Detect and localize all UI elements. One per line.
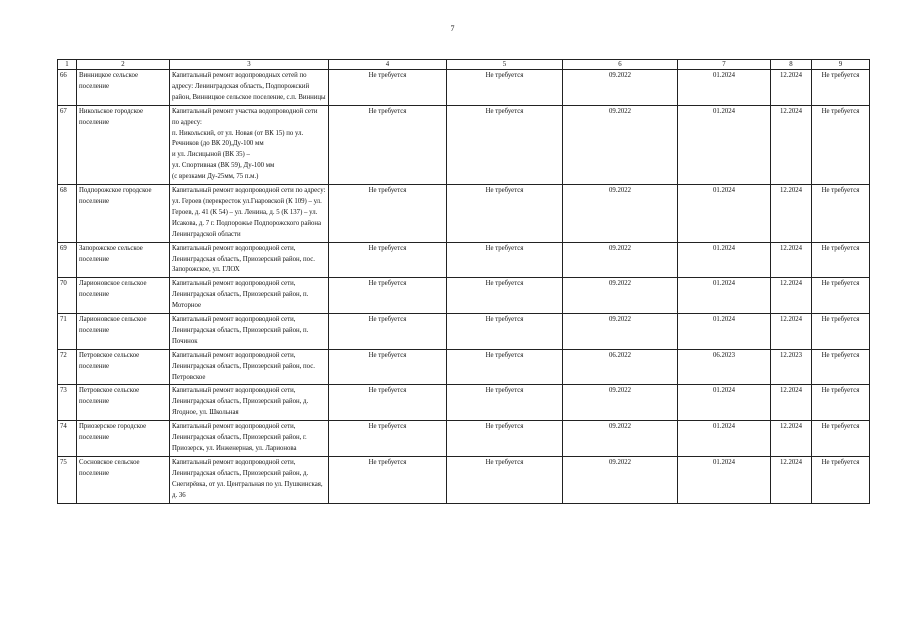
header-cell-8: 8 (771, 60, 812, 70)
table-row (58, 421, 870, 457)
settlement-cell: Сосновское сельское поселение (77, 456, 170, 503)
col9-cell: Не требуется (812, 385, 870, 421)
col9-cell: Не требуется (812, 185, 870, 243)
col8-cell: 12.2024 (771, 314, 812, 350)
object-cell: Капитальный ремонт водопроводной сети, Ленинградская область, Приозерский район, п. Починок (170, 314, 329, 350)
page-number: 7 (450, 24, 455, 33)
col7-cell: 01.2024 (678, 456, 771, 503)
header-cell-3: 3 (170, 60, 329, 70)
col7-cell: 06.2023 (678, 349, 771, 385)
col5-cell: Не требуется (447, 421, 563, 457)
col5-cell: Не требуется (447, 314, 563, 350)
col5-cell: Не требуется (447, 456, 563, 503)
table-row (58, 105, 870, 184)
col7-cell: 01.2024 (678, 421, 771, 457)
col6-cell: 06.2022 (563, 349, 678, 385)
row-number: 68 (58, 185, 77, 243)
col5-cell: Не требуется (447, 105, 563, 184)
settlement-cell: Приозерское городское поселение (77, 421, 170, 457)
row-number: 73 (58, 385, 77, 421)
row-number: 74 (58, 421, 77, 457)
settlement-cell: Запорожское сельское поселение (77, 242, 170, 278)
table-row (58, 278, 870, 314)
col9-cell: Не требуется (812, 456, 870, 503)
object-cell: Капитальный ремонт участка водопроводной сети по адресу: п. Никольский, от ул. Новая (от ВК 15) по ул. Речников (до ВК 20),Ду-100 мм и ул. Лисицыной (ВК 35) – ул. Спортивная (ВК 59), Ду-100 мм (с врезками Ду-25мм, 75 п.м.) (170, 105, 329, 184)
col8-cell: 12.2024 (771, 105, 812, 184)
col8-cell: 12.2024 (771, 278, 812, 314)
col5-cell: Не требуется (447, 349, 563, 385)
col9-cell: Не требуется (812, 278, 870, 314)
col8-cell: 12.2023 (771, 349, 812, 385)
col4-cell: Не требуется (329, 456, 447, 503)
col9-cell: Не требуется (812, 105, 870, 184)
header-cell-6: 6 (563, 60, 678, 70)
col6-cell: 09.2022 (563, 105, 678, 184)
col4-cell: Не требуется (329, 185, 447, 243)
row-number: 69 (58, 242, 77, 278)
col4-cell: Не требуется (329, 385, 447, 421)
row-number: 67 (58, 105, 77, 184)
object-cell: Капитальный ремонт водопроводной сети, Ленинградская область, Приозерский район, д. Снегирёвка, от ул. Центральная по ул. Пушкинская, д. 36 (170, 456, 329, 503)
col9-cell: Не требуется (812, 70, 870, 106)
header-cell-5: 5 (447, 60, 563, 70)
col8-cell: 12.2024 (771, 456, 812, 503)
col4-cell: Не требуется (329, 278, 447, 314)
col9-cell: Не требуется (812, 421, 870, 457)
table-row (58, 314, 870, 350)
col9-cell: Не требуется (812, 349, 870, 385)
col4-cell: Не требуется (329, 70, 447, 106)
header-cell-4: 4 (329, 60, 447, 70)
col7-cell: 01.2024 (678, 70, 771, 106)
settlement-cell: Ларионовское сельское поселение (77, 314, 170, 350)
col5-cell: Не требуется (447, 70, 563, 106)
col7-cell: 01.2024 (678, 385, 771, 421)
object-cell: Капитальный ремонт водопроводных сетей по адресу: Ленинградская область, Подпорожский район, Винницкое сельское поселение, с.п. Винницы (170, 70, 329, 106)
row-number: 70 (58, 278, 77, 314)
col5-cell: Не требуется (447, 385, 563, 421)
col4-cell: Не требуется (329, 242, 447, 278)
col7-cell: 01.2024 (678, 242, 771, 278)
col8-cell: 12.2024 (771, 421, 812, 457)
col4-cell: Не требуется (329, 349, 447, 385)
col7-cell: 01.2024 (678, 105, 771, 184)
col5-cell: Не требуется (447, 278, 563, 314)
table-row (58, 70, 870, 106)
table-row (58, 456, 870, 503)
object-cell: Капитальный ремонт водопроводной сети по адресу: ул. Героев (перекресток ул.Гнаровской (К 109) – ул. Героев, д. 41 (К 54) – ул. Ленина, д. 5 (К 137) – ул. Исакова, д. 7 г. Подпорожье Подпорожского района Ленинградской области (170, 185, 329, 243)
col7-cell: 01.2024 (678, 314, 771, 350)
table-row (58, 349, 870, 385)
header-cell-2: 2 (77, 60, 170, 70)
col6-cell: 09.2022 (563, 70, 678, 106)
settlement-cell: Подпорожское городское поселение (77, 185, 170, 243)
table-row (58, 385, 870, 421)
object-cell: Капитальный ремонт водопроводной сети, Ленинградская область, Приозерский район, пос. Запорожское, ул. ГЛОХ (170, 242, 329, 278)
settlement-cell: Ларионовское сельское поселение (77, 278, 170, 314)
row-number: 66 (58, 70, 77, 106)
col6-cell: 09.2022 (563, 278, 678, 314)
col8-cell: 12.2024 (771, 185, 812, 243)
col4-cell: Не требуется (329, 105, 447, 184)
row-number: 71 (58, 314, 77, 350)
col5-cell: Не требуется (447, 185, 563, 243)
col6-cell: 09.2022 (563, 421, 678, 457)
object-cell: Капитальный ремонт водопроводной сети, Ленинградская область, Приозерский район, пос. Петровское (170, 349, 329, 385)
settlement-cell: Петровское сельское поселение (77, 385, 170, 421)
col9-cell: Не требуется (812, 242, 870, 278)
col9-cell: Не требуется (812, 314, 870, 350)
object-cell: Капитальный ремонт водопроводной сети, Ленинградская область, Приозерский район, г. Приозерск, ул. Инженерная, ул. Ларионова (170, 421, 329, 457)
registry-table (57, 59, 870, 504)
header-cell-9: 9 (812, 60, 870, 70)
col8-cell: 12.2024 (771, 70, 812, 106)
col6-cell: 09.2022 (563, 242, 678, 278)
header-cell-7: 7 (678, 60, 771, 70)
row-number: 75 (58, 456, 77, 503)
col7-cell: 01.2024 (678, 278, 771, 314)
settlement-cell: Петровское сельское поселение (77, 349, 170, 385)
col8-cell: 12.2024 (771, 385, 812, 421)
col6-cell: 09.2022 (563, 314, 678, 350)
col8-cell: 12.2024 (771, 242, 812, 278)
col7-cell: 01.2024 (678, 185, 771, 243)
col6-cell: 09.2022 (563, 456, 678, 503)
row-number: 72 (58, 349, 77, 385)
col4-cell: Не требуется (329, 314, 447, 350)
table-row (58, 242, 870, 278)
settlement-cell: Никольское городское поселение (77, 105, 170, 184)
col6-cell: 09.2022 (563, 385, 678, 421)
col5-cell: Не требуется (447, 242, 563, 278)
object-cell: Капитальный ремонт водопроводной сети, Ленинградская область, Приозерский район, д. Ягодное, ул. Школьная (170, 385, 329, 421)
header-row (58, 60, 870, 70)
header-cell-1: 1 (58, 60, 77, 70)
settlement-cell: Винницкое сельское поселение (77, 70, 170, 106)
col6-cell: 09.2022 (563, 185, 678, 243)
object-cell: Капитальный ремонт водопроводной сети, Ленинградская область, Приозерский район, п. Моторное (170, 278, 329, 314)
col4-cell: Не требуется (329, 421, 447, 457)
table-row (58, 185, 870, 243)
